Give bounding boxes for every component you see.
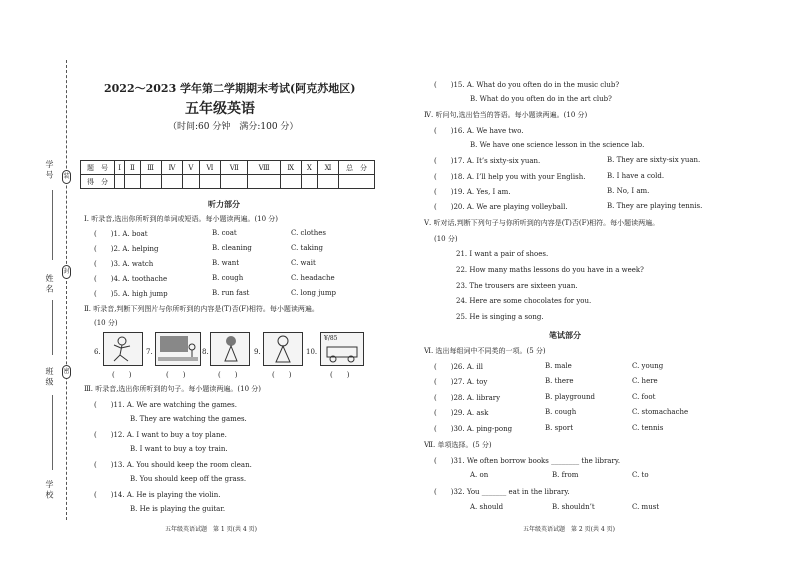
score-cell[interactable] [280,175,301,189]
table-cell: 总 分 [339,161,375,175]
label-xuexiao: 学 校 [45,480,54,499]
option: B. cough [212,274,244,282]
sec5-instruction: Ⅴ. 听对话,判断下列句子与你所听到的内容是(T)否(F)相符。每小题读两遍。 [424,219,660,227]
option: C. wait [291,259,316,267]
classroom-icon [156,333,200,365]
option: B. there [545,377,574,385]
picture-10 [320,332,364,366]
woman-icon [264,333,302,365]
option: C. taking [291,244,324,252]
exam-title: 2022～2023 学年第二学期期末考试(阿克苏地区) [104,82,356,95]
table-cell: Ⅲ [140,161,161,175]
girl-icon [211,333,249,365]
picture-6 [103,332,143,366]
answer-paren[interactable]: ( ) [218,371,238,379]
written-title: 笔试部分 [549,330,581,340]
table-cell: 题 号 [81,161,115,175]
table-cell: Ⅶ [221,161,248,175]
option: B. sport [545,424,574,432]
question: ( )5. A. high jump [94,290,168,298]
picture-number: 7. [146,348,153,356]
option: B. They are playing tennis. [607,202,703,210]
option: B. cough [545,408,577,416]
answer-paren[interactable]: ( ) [112,371,132,379]
sentence: 24. Here are some chocolates for you. [456,297,592,305]
score-cell[interactable] [248,175,280,189]
option: B. They are watching the games. [130,415,247,423]
name-line [52,395,53,470]
sec1-instruction: Ⅰ. 听录音,选出你所听到的单词或短语。每小题读两遍。(10 分) [84,215,279,223]
question: ( )30. A. ping-pong [434,425,513,433]
question: ( )16. A. We have two. [434,127,524,135]
question: ( )4. A. toothache [94,275,168,283]
table-cell: 得 分 [81,175,115,189]
option: B. playground [545,393,595,401]
score-table-score-row [81,175,375,189]
answer-paren[interactable]: ( ) [272,371,292,379]
question: ( )1. A. boat [94,230,148,238]
label-xingming: 姓 名 [45,274,54,293]
picture-7 [155,332,201,366]
sec6-instruction: Ⅵ. 选出每组词中不同类的一项。(5 分) [424,347,546,355]
binding-line [66,60,67,520]
seal-oval: 封 [62,265,71,279]
sentence: 21. I want a pair of shoes. [456,250,549,258]
option: B. They are sixty-six yuan. [607,156,701,164]
option: C. must [632,503,660,511]
option: C. clothes [291,229,326,237]
sentence: 25. He is singing a song. [456,313,544,321]
option: C. stomachache [632,408,689,416]
sec7-instruction: Ⅶ. 单项选择。(5 分) [424,441,492,449]
option: B. I want to buy a toy train. [130,445,228,453]
option: B. We have one science lesson in the science lab. [470,141,645,149]
question: ( )12. A. I want to buy a toy plane. [94,431,227,439]
label-xuehao: 学 号 [45,160,54,179]
exam-subject: 五年级英语 [185,101,255,117]
score-cell[interactable] [140,175,161,189]
score-cell[interactable] [161,175,183,189]
score-cell[interactable] [317,175,338,189]
price-sign: ¥/85 [324,335,338,342]
option: B. from [552,471,579,479]
page-footer-right: 五年级英语试题 第 2 页(共 4 页) [523,526,615,533]
running-person-icon [104,333,142,365]
score-cell[interactable] [115,175,125,189]
option: C. young [632,362,664,370]
question: ( )3. A. watch [94,260,154,268]
score-cell[interactable] [301,175,317,189]
question: ( )2. A. helping [94,245,159,253]
picture-number: 6. [94,348,101,356]
picture-8 [210,332,250,366]
table-cell: Ⅷ [248,161,280,175]
table-cell: Ⅳ [161,161,183,175]
seal-oval: 密 [62,365,71,379]
option: B. I have a cold. [607,172,665,180]
question: ( )11. A. We are watching the games. [94,401,238,409]
picture-number: 8. [202,348,209,356]
score-table [80,160,375,189]
score-cell[interactable] [183,175,199,189]
picture-number: 10. [306,348,318,356]
option: C. foot [632,393,656,401]
question: ( )29. A. ask [434,409,489,417]
option: B. You should keep off the grass. [130,475,247,483]
sec3-instruction: Ⅲ. 听录音,选出你所听到的句子。每小题读两遍。(10 分) [84,385,262,393]
table-cell: Ⅺ [317,161,338,175]
picture-9 [263,332,303,366]
question: ( )26. A. ill [434,363,484,371]
option: B. What do you often do in the art club? [470,95,612,103]
table-cell: Ⅰ [115,161,125,175]
question: ( )15. A. What do you often do in the music club? [434,81,620,89]
option: C. here [632,377,658,385]
option: B. coat [212,229,237,237]
sec2-score: (10 分) [94,319,118,327]
score-cell[interactable] [199,175,221,189]
question: ( )18. A. I’ll help you with your English. [434,173,586,181]
score-cell[interactable] [221,175,248,189]
label-banji: 班 级 [45,367,54,386]
picture-number: 9. [254,348,261,356]
option: A. on [470,471,489,479]
score-cell[interactable] [125,175,141,189]
question: ( )27. A. toy [434,378,488,386]
answer-paren[interactable]: ( ) [166,371,186,379]
option: B. male [545,362,572,370]
question: ( )20. A. We are playing volleyball. [434,203,568,211]
option: C. headache [291,274,335,282]
score-cell[interactable] [339,175,375,189]
table-cell: Ⅵ [199,161,221,175]
option: B. cleaning [212,244,252,252]
sentence: 23. The trousers are sixteen yuan. [456,282,578,290]
option: C. to [632,471,649,479]
answer-paren[interactable]: ( ) [330,371,350,379]
option: A. should [470,503,504,511]
question: ( )14. A. He is playing the violin. [94,491,221,499]
question: ( )17. A. It’s sixty-six yuan. [434,157,541,165]
option: C. long jump [291,289,337,297]
page-footer-left: 五年级英语试题 第 1 页(共 4 页) [165,526,257,533]
sec2-instruction: Ⅱ. 听录音,判断下列图片与你所听到的内容是(T)否(F)相符。每小题读两遍。 [84,305,319,313]
table-cell: Ⅴ [183,161,199,175]
option: B. He is playing the guitar. [130,505,226,513]
question: ( )28. A. library [434,394,501,402]
table-cell: Ⅹ [301,161,317,175]
option: B. shouldn’t [552,503,595,511]
exam-time: （时间:60 分钟 满分:100 分） [168,122,299,132]
question: ( )13. A. You should keep the room clean. [94,461,252,469]
seal-oval: 装 [62,170,71,184]
option: B. run fast [212,289,250,297]
sec5-score: (10 分) [434,235,458,243]
question: ( )32. You _______ eat in the library. [434,488,570,496]
table-cell: Ⅱ [125,161,141,175]
name-line [52,190,53,260]
option: B. want [212,259,240,267]
question: ( )19. A. Yes, I am. [434,188,511,196]
option: B. No, I am. [607,187,650,195]
table-cell: Ⅸ [280,161,301,175]
option: C. tennis [632,424,664,432]
score-table-header-row [81,161,375,175]
sec4-instruction: Ⅳ. 听问句,选出恰当的答语。每小题读两遍。(10 分) [424,111,588,119]
question: ( )31. We often borrow books ________ the library. [434,457,621,465]
sentence: 22. How many maths lessons do you have in a week? [456,266,644,274]
name-line [52,300,53,355]
listening-title: 听力部分 [208,199,240,209]
